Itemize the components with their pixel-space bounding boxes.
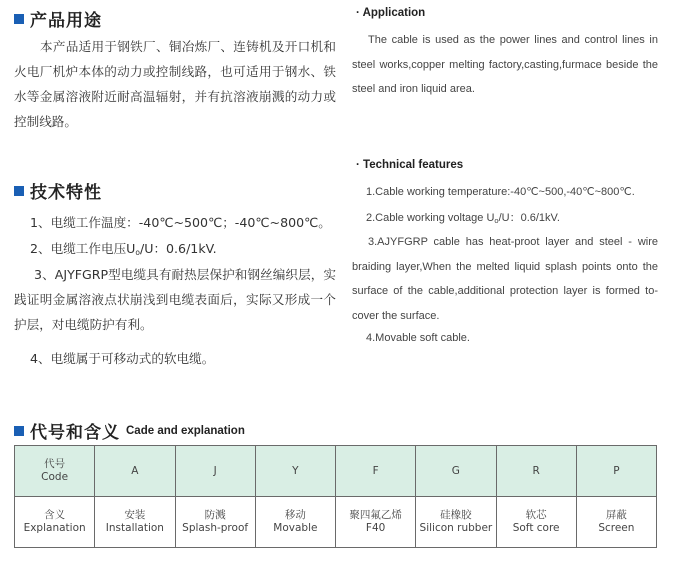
code-cell: Y: [255, 446, 335, 497]
meaning-cell: 聚四氟乙烯 F40: [336, 497, 416, 548]
tech-item-3: 3、AJYFGRP型电缆具有耐热层保护和钢丝编织层，实践证明金属溶液点状崩浅到电缆表面后，实际又形成一个护层，对电缆防护有利。: [14, 267, 336, 332]
code-cell: F: [336, 446, 416, 497]
table-row-codes: [15, 446, 657, 497]
code-cell: A: [95, 446, 175, 497]
meaning-cell: 安装 Installation: [95, 497, 175, 548]
meaning-cell: 软芯 Soft core: [496, 497, 576, 548]
meaning-cell: 硅橡胶 Silicon rubber: [416, 497, 496, 548]
code-cell: P: [576, 446, 656, 497]
bullet-square-icon: [14, 186, 24, 196]
tech-item-4: 4、电缆属于可移动式的软电缆。: [30, 351, 215, 366]
table-header-cell: 代号 Code: [15, 446, 95, 497]
code-cell: G: [416, 446, 496, 497]
meaning-label-cell: 含义 Explanation: [15, 497, 95, 548]
meaning-cell: 屏蔽 Screen: [576, 497, 656, 548]
tech-en-heading: · Technical features: [356, 159, 464, 171]
bullet-square-icon: [14, 14, 24, 24]
product-use-title: 产品用途: [30, 11, 102, 31]
code-cell: R: [496, 446, 576, 497]
code-cell: J: [175, 446, 255, 497]
meaning-cell: 防溅 Splash-proof: [175, 497, 255, 548]
tech-features-heading: [14, 178, 102, 203]
code-title-zh: 代号和含义: [30, 423, 120, 443]
code-table: [14, 445, 657, 548]
tech-en-item-1: 1.Cable working temperature:-40℃~500,-40℃~800℃.: [366, 186, 635, 198]
tech-item-1: 1、电缆工作温度：-40℃~500℃；-40℃~800℃。: [30, 215, 331, 230]
table-row-meanings: [15, 497, 657, 548]
tech-en-item-4: 4.Movable soft cable.: [366, 332, 470, 344]
tech-features-title: 技术特性: [30, 183, 102, 203]
application-text: The cable is used as the power lines and control lines in steel works,copper melting factory,casting,furmace beside the steel and iron liquid area.: [352, 34, 658, 95]
application-heading: · Application: [356, 7, 426, 19]
tech-en-item-2: 2.Cable working voltage $U_o/U$：0.6/1kV.: [366, 212, 560, 225]
product-use-text: 本产品适用于钢铁厂、铜冶炼厂、连铸机及开口机和火电厂机炉本体的动力或控制线路，也可适用于钢水、铁水等金属溶液附近耐高温辐射，并有抗溶液崩溅的动力或控制线路。: [14, 39, 336, 129]
meaning-cell: 移动 Movable: [255, 497, 335, 548]
tech-en-item-3: 3.AJYFGRP cable has heat-proot layer and steel - wire braiding layer,When the melted liquid splash points onto the surface of the cable,additional protection layer is formed to-cover the surface.: [352, 236, 658, 322]
code-title-en: Cade and explanation: [126, 424, 245, 437]
bullet-square-icon: [14, 426, 24, 436]
code-explanation-heading: [14, 418, 245, 443]
tech-item-2: 2、电缆工作电压$U_o/U$：0.6/1kV.: [30, 241, 217, 257]
product-use-heading: [14, 6, 102, 31]
